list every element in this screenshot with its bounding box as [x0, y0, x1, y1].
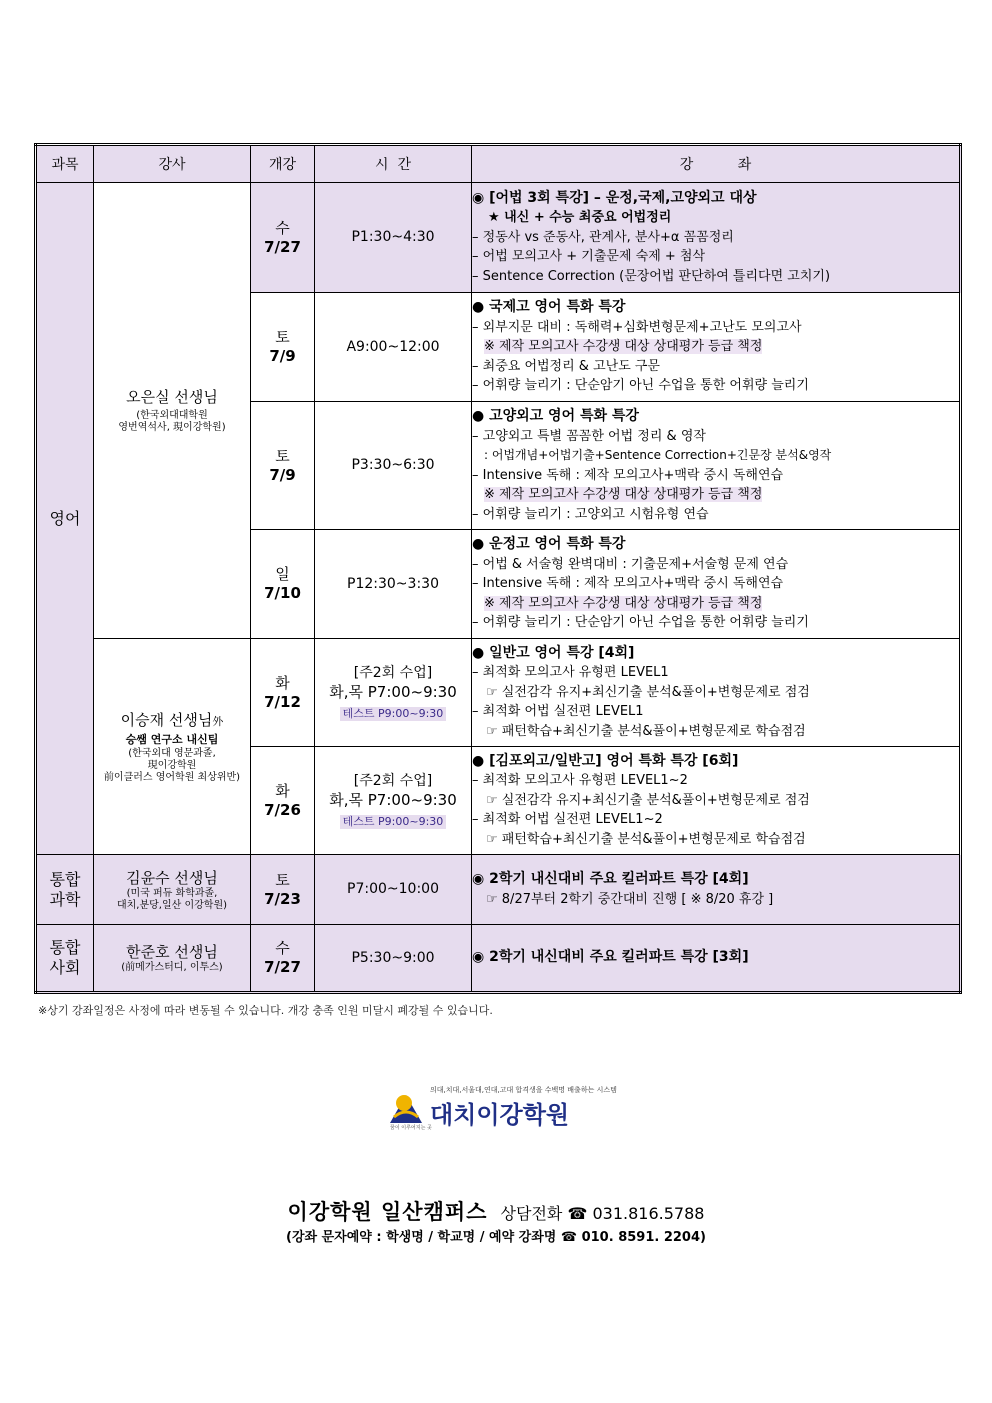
header-course: 강 좌 [472, 145, 961, 183]
logo-name: 대치이강학원 [430, 1101, 570, 1129]
teacher-suffix: 外 [212, 714, 224, 728]
course-line: ☞ 8/27부터 2학기 중간대비 진행 [ ※ 8/20 휴강 ] [486, 891, 774, 907]
table-header-row [36, 145, 961, 183]
class-time-line: 화,목 P7:00~9:30 [329, 791, 457, 809]
course-line: – 어휘량 늘리기 : 고양외고 시험유형 연습 [472, 506, 709, 522]
course-title: ◉ 2학기 내신대비 주요 킬러파트 특강 [4회] [472, 871, 749, 887]
course-line: – 최중요 어법정리 & 고난도 구문 [472, 358, 660, 374]
class-time: P7:00~10:00 [315, 855, 472, 925]
course-title: ● 운정고 영어 특화 특강 [472, 536, 626, 553]
course-line: – 최적화 모의고사 유형편 LEVEL1~2 [472, 773, 688, 789]
open-day: 토 [275, 328, 290, 346]
course-desc [472, 639, 961, 747]
teacher-name: 한준호 선생님 [126, 943, 218, 961]
course-note: ※ 제작 모의고사 수강생 대상 상대평가 등급 책정 [484, 595, 763, 611]
teacher-team: 승쌤 연구소 내신팀 [125, 732, 219, 746]
open-date [251, 293, 315, 402]
course-line: – Sentence Correction (문장어법 판단하여 틀리다면 고치기) [472, 268, 831, 284]
open-date-value: 7/27 [264, 958, 301, 976]
header-time: 시 간 [315, 145, 472, 183]
course-title: ● 국제고 영어 특화 특강 [472, 299, 626, 316]
course-note: ※ 제작 모의고사 수강생 대상 상대평가 등급 책정 [484, 487, 763, 502]
course-line: ☞ 실전감각 유지+최신기출 분석&풀이+변형문제로 점검 [486, 792, 810, 808]
course-line: ☞ 패턴학습+최신기출 분석&풀이+변형문제로 학습점검 [486, 831, 806, 847]
campus-phone: 상담전화 ☎ 031.816.5788 [500, 1204, 705, 1223]
subject-science: 통합 과학 [36, 855, 94, 925]
course-line: – 고양외고 특별 꼼꼼한 어법 정리 & 영작 [472, 428, 706, 444]
course-title: ● [김포외고/일반고] 영어 특화 특강 [6회] [472, 752, 739, 769]
course-line: – 정동사 vs 준동사, 관계사, 분사+α 꼼꼼정리 [472, 229, 734, 245]
teacher-name: 오은실 선생님 [126, 388, 218, 406]
open-date-value: 7/26 [264, 800, 301, 819]
campus-info [0, 1196, 992, 1226]
teacher-bio: (한국외대대학원 [136, 410, 208, 421]
course-desc [472, 183, 961, 293]
course-note: ※ 제작 모의고사 수강생 대상 상대평가 등급 책정 [484, 339, 763, 355]
open-day: 토 [275, 446, 290, 465]
course-line: – 최적화 모의고사 유형편 LEVEL1 [472, 665, 669, 681]
course-desc [472, 855, 961, 925]
test-time: 테스트 P9:00~9:30 [340, 707, 447, 721]
class-time: P12:30~3:30 [315, 530, 472, 639]
open-date [251, 855, 315, 925]
course-line: – 외부지문 대비 : 독해력+심화변형문제+고난도 모의고사 [472, 319, 802, 335]
teacher-name: 김윤수 선생님 [126, 868, 218, 887]
logo-mark-icon [386, 1089, 426, 1125]
course-title: ● 일반고 영어 특강 [4회] [472, 644, 635, 661]
subject-english: 영어 [36, 183, 94, 855]
schedule-note: ※상기 강좌일정은 사정에 따라 변동될 수 있습니다. 개강 충족 인원 미달시 폐강될 수 있습니다. [38, 1004, 493, 1017]
class-time [315, 639, 472, 747]
open-day: 일 [275, 565, 290, 583]
teacher-bio: 영번역석사, 現이강학원) [118, 422, 226, 433]
course-desc [472, 747, 961, 855]
course-line: – Intensive 독해 : 제작 모의고사+맥락 중시 독해연습 [472, 467, 784, 483]
course-title: ◉ 2학기 내신대비 주요 킬러파트 특강 [3회] [472, 949, 749, 966]
course-title: ◉ [어법 3회 특강] – 운정,국제,고양외고 대상 [472, 189, 757, 206]
subject-social: 통합 사회 [36, 925, 94, 993]
teacher-bio: (한국외대 영문과졸, [128, 747, 216, 759]
class-time: P3:30~6:30 [315, 402, 472, 530]
open-day: 수 [275, 218, 290, 237]
open-date-value: 7/9 [269, 347, 296, 365]
teacher-cell-lee [94, 639, 251, 855]
open-day: 토 [275, 870, 290, 889]
teacher-cell-oh [94, 183, 251, 639]
course-desc [472, 530, 961, 639]
reservation-info: (강좌 문자예약 : 학생명 / 학교명 / 예약 강좌명 ☎ 010. 8591. 2204) [286, 1230, 706, 1245]
header-teacher: 강사 [94, 145, 251, 183]
open-day: 화 [275, 673, 290, 692]
course-line: – 어법 모의고사 + 기출문제 숙제 + 첨삭 [472, 249, 706, 265]
open-date [251, 530, 315, 639]
class-time: P5:30~9:00 [315, 925, 472, 993]
open-day: 화 [275, 781, 290, 800]
open-date [251, 925, 315, 993]
course-line: – 어법 & 서술형 완벽대비 : 기출문제+서술형 문제 연습 [472, 556, 789, 572]
open-date-value: 7/23 [264, 889, 301, 908]
test-time: 테스트 P9:00~9:30 [340, 815, 447, 829]
open-date-value: 7/12 [264, 692, 301, 711]
course-desc [472, 925, 961, 993]
campus-name: 이강학원 일산캠퍼스 [287, 1200, 488, 1224]
open-date [251, 639, 315, 747]
course-line: ★ 내신 + 수능 최중요 어법정리 [488, 210, 672, 226]
course-line: : 어법개념+어법기출+Sentence Correction+긴문장 분석&영작 [484, 448, 832, 462]
table-row [36, 855, 961, 925]
course-line: ☞ 패턴학습+최신기출 분석&풀이+변형문제로 학습점검 [486, 723, 806, 739]
class-time: P1:30~4:30 [315, 183, 472, 293]
open-date [251, 402, 315, 530]
teacher-bio: (미국 퍼듀 화학과졸, [126, 887, 218, 899]
table-row [36, 639, 961, 747]
teacher-bio: (前메가스터디, 이투스) [121, 962, 223, 973]
course-title: ● 고양외고 영어 특화 특강 [472, 408, 639, 424]
header-open: 개강 [251, 145, 315, 183]
table-row [36, 925, 961, 993]
open-date [251, 183, 315, 293]
class-time: A9:00~12:00 [315, 293, 472, 402]
course-line: – 최적화 어법 실전편 LEVEL1 [472, 704, 644, 720]
academy-logo [386, 1085, 626, 1135]
teacher-name: 이승재 선생님 [120, 710, 213, 729]
logo-tagline: 꿈이 이루어지는 곳 [390, 1125, 432, 1131]
open-date [251, 747, 315, 855]
course-line: – 어휘량 늘리기 : 단순암기 아닌 수업을 통한 어휘량 늘리기 [472, 615, 809, 631]
class-time-line: [주2회 수업] [353, 665, 433, 681]
teacher-cell-han [94, 925, 251, 993]
class-time [315, 747, 472, 855]
open-date-value: 7/10 [264, 584, 301, 602]
open-date-value: 7/9 [269, 465, 296, 484]
table-row [36, 183, 961, 293]
logo-slogan: 의대,치대,서울대,연대,고대 합격생을 수백명 배출하는 시스템 [430, 1086, 617, 1094]
teacher-bio: 대치,분당,일산 이강학원) [116, 899, 228, 911]
course-desc [472, 402, 961, 530]
course-line: – 최적화 어법 실전편 LEVEL1~2 [472, 812, 663, 828]
teacher-cell-kim [94, 855, 251, 925]
course-line: – 어휘량 늘리기 : 단순암기 아닌 수업을 통한 어휘량 늘리기 [472, 378, 809, 394]
teacher-bio: 前이클러스 영어학원 최상위반) [103, 771, 241, 783]
open-date-value: 7/27 [264, 237, 301, 256]
class-time-line: 화,목 P7:00~9:30 [329, 683, 457, 701]
header-subject: 과목 [36, 145, 94, 183]
schedule-table [34, 143, 962, 994]
course-line: – Intensive 독해 : 제작 모의고사+맥락 중시 독해연습 [472, 576, 784, 592]
teacher-bio: 現이강학원 [147, 759, 197, 771]
class-time-line: [주2회 수업] [353, 773, 433, 789]
course-desc [472, 293, 961, 402]
course-line: ☞ 실전감각 유지+최신기출 분석&풀이+변형문제로 점검 [486, 684, 810, 700]
open-day: 수 [275, 939, 290, 957]
